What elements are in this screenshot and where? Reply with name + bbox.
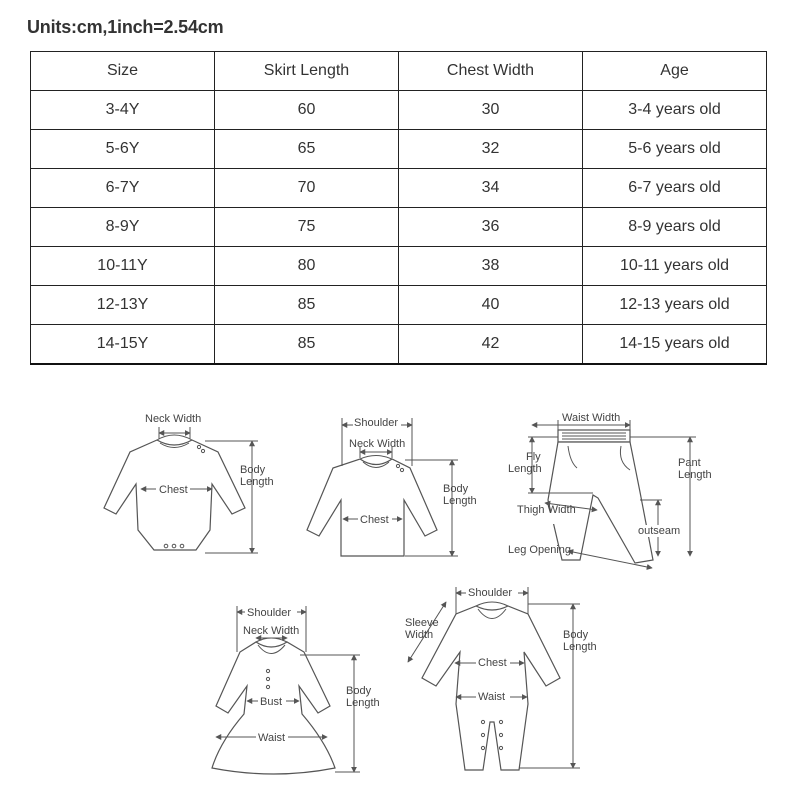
table-row <box>31 169 767 208</box>
cell-chest-width: 38 <box>399 247 583 286</box>
table-row <box>31 286 767 325</box>
dress-bust-label: Bust <box>260 696 283 708</box>
bodysuit-body-length-label-2: Length <box>240 476 274 488</box>
header-skirt-length: Skirt Length <box>215 52 399 91</box>
table-row <box>31 325 767 365</box>
cell-chest-width: 40 <box>399 286 583 325</box>
tshirt-chest-label: Chest <box>360 514 389 526</box>
table-row <box>31 130 767 169</box>
cell-size: 14-15Y <box>31 325 215 365</box>
cell-skirt-length: 60 <box>215 91 399 130</box>
tshirt-diagram <box>307 417 477 556</box>
pants-fly-length-label-2: Length <box>508 463 542 475</box>
measurement-diagrams <box>0 380 800 800</box>
romper-sleeve-width-label-2: Width <box>405 629 434 641</box>
dress-neck-width-label: Neck Width <box>243 625 300 637</box>
cell-chest-width: 34 <box>399 169 583 208</box>
tshirt-neck-width-label: Neck Width <box>349 438 406 450</box>
dress-shoulder-label: Shoulder <box>247 607 292 619</box>
table-row <box>31 247 767 286</box>
header-size: Size <box>31 52 215 91</box>
cell-skirt-length: 85 <box>215 325 399 365</box>
cell-age: 10-11 years old <box>583 247 767 286</box>
cell-age: 5-6 years old <box>583 130 767 169</box>
cell-size: 10-11Y <box>31 247 215 286</box>
cell-chest-width: 30 <box>399 91 583 130</box>
cell-age: 6-7 years old <box>583 169 767 208</box>
pants-outseam-label: outseam <box>638 525 681 537</box>
pants-pant-length-label: Pant <box>678 457 701 469</box>
cell-chest-width: 36 <box>399 208 583 247</box>
pants-pant-length-label-2: Length <box>678 469 712 481</box>
table-row <box>31 208 767 247</box>
romper-waist-label: Waist <box>478 691 506 703</box>
bodysuit-chest-label: Chest <box>159 484 188 496</box>
cell-age: 3-4 years old <box>583 91 767 130</box>
cell-age: 8-9 years old <box>583 208 767 247</box>
tshirt-body-length-label: Body <box>443 483 469 495</box>
cell-skirt-length: 85 <box>215 286 399 325</box>
pants-thigh-width-label: Thigh Width <box>517 504 576 516</box>
cell-size: 5-6Y <box>31 130 215 169</box>
pants-diagram <box>508 412 712 568</box>
romper-shoulder-label: Shoulder <box>468 587 513 599</box>
bodysuit-diagram <box>104 413 274 553</box>
tshirt-shoulder-label: Shoulder <box>354 417 399 429</box>
bodysuit-neck-width-label: Neck Width <box>145 413 202 425</box>
cell-age: 14-15 years old <box>583 325 767 365</box>
header-age: Age <box>583 52 767 91</box>
bodysuit-body-length-label: Body <box>240 464 266 476</box>
cell-size: 12-13Y <box>31 286 215 325</box>
pants-fly-length-label: Fly <box>526 451 541 463</box>
romper-chest-label: Chest <box>478 657 507 669</box>
cell-skirt-length: 70 <box>215 169 399 208</box>
table-row <box>31 91 767 130</box>
dress-diagram <box>212 606 380 774</box>
romper-sleeve-width-label: Sleeve <box>405 617 439 629</box>
pants-waist-width-label: Waist Width <box>562 412 621 424</box>
dress-body-length-label-2: Length <box>346 697 380 709</box>
cell-skirt-length: 65 <box>215 130 399 169</box>
romper-body-length-label: Body <box>563 629 589 641</box>
cell-skirt-length: 75 <box>215 208 399 247</box>
cell-size: 8-9Y <box>31 208 215 247</box>
dress-body-length-label: Body <box>346 685 372 697</box>
dress-waist-label: Waist <box>258 732 286 744</box>
cell-chest-width: 32 <box>399 130 583 169</box>
cell-size: 6-7Y <box>31 169 215 208</box>
size-chart-table <box>30 51 767 365</box>
units-note: Units:cm,1inch=2.54cm <box>27 17 224 37</box>
cell-chest-width: 42 <box>399 325 583 365</box>
pants-leg-opening-label: Leg Opening <box>508 544 571 556</box>
romper-diagram <box>405 587 597 770</box>
cell-age: 12-13 years old <box>583 286 767 325</box>
header-chest-width: Chest Width <box>399 52 583 91</box>
cell-size: 3-4Y <box>31 91 215 130</box>
romper-body-length-label-2: Length <box>563 641 597 653</box>
tshirt-body-length-label-2: Length <box>443 495 477 507</box>
table-header-row <box>31 52 767 91</box>
cell-skirt-length: 80 <box>215 247 399 286</box>
